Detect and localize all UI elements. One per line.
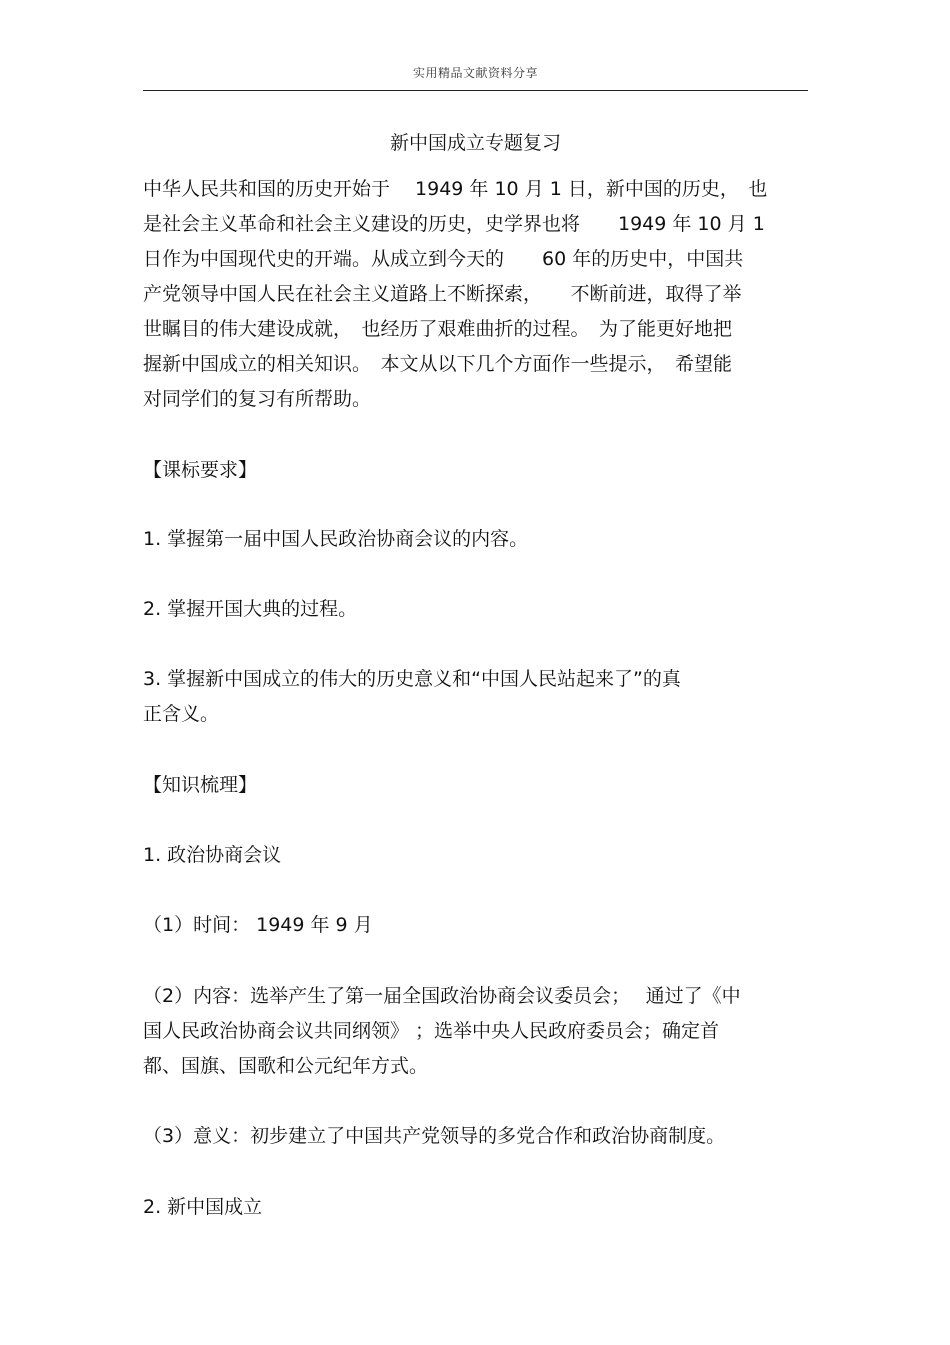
curriculum-item-3 (143, 662, 808, 732)
curriculum-item-3-line: 3. 掌握新中国成立的伟大的历史意义和“中国人民站起来了”的真 (143, 668, 681, 690)
intro-line: 握新中国成立的相关知识。 本文从以下几个方面作一些提示， 希望能 (143, 353, 733, 375)
document-title: 新中国成立专题复习 (389, 132, 561, 154)
knowledge-item-1: 1. 政治协商会议 (143, 844, 282, 866)
intro-paragraph (143, 172, 808, 417)
intro-line: 产党领导中国人民在社会主义道路上不断探索， 不断前进，取得了举 (143, 283, 742, 305)
knowledge-item-2: 2. 新中国成立 (143, 1196, 263, 1218)
knowledge-heading: 【知识梳理】 (143, 774, 258, 796)
knowledge-sub-2-line: （2）内容：选举产生了第一届全国政治协商会议委员会； 通过了《中 (143, 985, 741, 1007)
curriculum-heading: 【课标要求】 (143, 459, 258, 481)
knowledge-sub-2-line: 都、国旗、国歌和公元纪年方式。 (143, 1055, 429, 1077)
knowledge-sub-2 (143, 979, 808, 1084)
knowledge-sub-2-line: 国人民政治协商会议共同纲领》 ；选举中央人民政府委员会；确定首 (143, 1020, 720, 1042)
curriculum-item-2: 2. 掌握开国大典的过程。 (143, 598, 358, 620)
curriculum-item-3-line: 正含义。 (143, 703, 220, 725)
knowledge-sub-3: （3）意义：初步建立了中国共产党领导的多党合作和政治协商制度。 (143, 1125, 726, 1147)
curriculum-item-1: 1. 掌握第一届中国人民政治协商会议的内容。 (143, 528, 529, 550)
intro-line: 对同学们的复习有所帮助。 (143, 388, 372, 410)
header-divider (143, 90, 808, 91)
intro-line: 是社会主义革命和社会主义建设的历史，史学界也将 1949 年 10 月 1 (143, 213, 765, 235)
knowledge-sub-1: （1）时间： 1949 年 9 月 (143, 914, 373, 936)
header-text: 实用精品文献资料分享 (412, 66, 538, 80)
intro-line: 日作为中国现代史的开端。从成立到今天的 60 年的历史中，中国共 (143, 248, 744, 270)
intro-line: 世瞩目的伟大建设成就， 也经历了艰难曲折的过程。 为了能更好地把 (143, 318, 733, 340)
intro-line: 中华人民共和国的历史开始于 1949 年 10 月 1 日，新中国的历史， 也 (143, 178, 768, 200)
